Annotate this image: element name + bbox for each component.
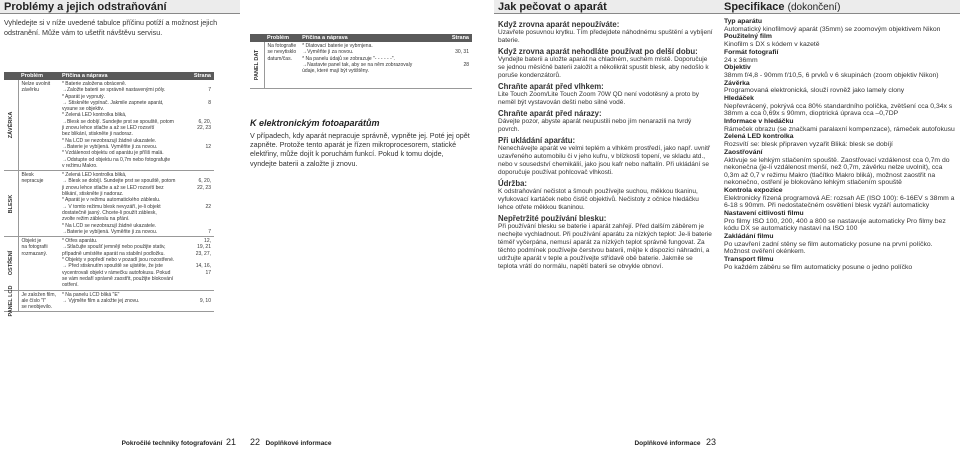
spec-term: Transport filmu xyxy=(724,255,774,263)
care-heading: Když zrovna aparát nepoužíváte: xyxy=(498,20,620,29)
spec-value: Po uzavření zadní stěny se film automaticky posune na první políčko. Možnost ověření okénkem. xyxy=(724,240,933,256)
table-row xyxy=(250,42,472,88)
cause-line: případně umístěte aparát na stabilní podložku. xyxy=(61,250,165,257)
care-section xyxy=(498,109,714,134)
table-row xyxy=(4,80,214,171)
problem-cell xyxy=(264,42,299,88)
cause-line: → Stiskněte vypínač. Jakmile zapnete aparát, xyxy=(61,99,164,106)
spec-value: Aktivuje se lehkým stlačením spouště. Zaostřovací vzdálenost cca 0,7m do nekonečna (je-li vzdálenost menší, než 0,7m, závěrku nelze uvolnit), cca 0,3m až 0,7 v režimu Makro (tlačítko Makro bliká), možnost zaostřit na nekonečno, ostření je blokováno lehkým stlačením spouště xyxy=(724,156,950,187)
cause-line: → Blesk se dobíjí. Sundejte prst se spouště, potom xyxy=(61,178,176,185)
cause-line: → V tomto režimu blesk nevyzáří, je-li objekt xyxy=(61,203,161,210)
spec-value: Nepřevrácený, pokrývá cca 80% standardního políčka, zvětšení cca 0,34x s 38mm a cca 0,69x s 90mm, dioptrická úprava cca –0,7DP xyxy=(724,102,953,118)
col-page: Strana xyxy=(191,72,214,80)
care-heading: Když zrovna aparát nehodláte používat po delší dobu: xyxy=(498,47,698,56)
problem-line: ale číslo "I" xyxy=(21,297,47,304)
table-row xyxy=(4,237,214,290)
section-label: PANEL LCD xyxy=(7,285,14,317)
cause-line: * Vzdálenost objektu od aparátu je příliš malá. xyxy=(61,150,164,157)
cause-line: * Otřes aparátu. xyxy=(61,238,98,245)
cause-line: →Blesk se dobíjí. Sundejte prst se spouště, potom xyxy=(61,118,174,125)
page-ref xyxy=(452,68,469,74)
problem-line: nepracuje xyxy=(21,178,44,185)
cause-line: * Aparát je vypnutý. xyxy=(61,93,106,100)
care-text: Dávejte pozor, abyste aparát neupustili nebo jím nenarazili na tvrdý povrch. xyxy=(498,118,692,133)
footer-text: Pokročilé techniky fotografování xyxy=(121,440,223,447)
table-row xyxy=(4,171,214,237)
section-label: PANEL DAT xyxy=(253,49,260,81)
spec-term: Nastavení citlivosti filmu xyxy=(724,209,804,217)
col-cause: Příčina a náprava xyxy=(299,34,449,42)
spec-value: Po každém záběru se film automaticky posune o jedno políčko xyxy=(724,263,913,271)
care-text: Nenechávejte aparát ve velmi teplém a vlhkém prostředí, jako např. uvnitř uzavřeného automobilu či v jeho kufru, v blízkosti topení, ve skladu atd., nebo v sousedství chemikálií, jako jsou kafr nebo naftalín. Při ukládání se doporučuje používat pohlcovač vlhkosti. xyxy=(498,145,711,176)
page-footer xyxy=(250,437,332,447)
col-problem: Problém xyxy=(264,34,299,42)
cause-line: * Objekty v popředí nebo v pozadí jsou rozostřené. xyxy=(61,257,175,264)
spec-term: Závěrka xyxy=(724,79,750,87)
page-title xyxy=(724,1,840,13)
page-header-bar xyxy=(0,0,240,14)
troubleshooting-table xyxy=(4,72,214,317)
cause-line: →Založte baterii se správně nastavenými póly. xyxy=(61,87,166,94)
section-heading: K elektronickým fotoaparátům xyxy=(250,118,380,128)
problem-cell xyxy=(18,237,59,290)
cause-cell xyxy=(59,290,191,312)
page-ref xyxy=(194,163,211,169)
spec-term: Objektiv xyxy=(724,64,751,72)
cause-line: se vám nedaří správně zaostřit, použijte blokování xyxy=(61,275,174,282)
page-ref-cell xyxy=(191,80,214,171)
spec-value: 38mm f/4,8 - 90mm f/10,5, 6 prvků v 6 skupinách (zoom objektiv Nikon) xyxy=(724,71,939,79)
cause-line: blikání, stiskněte ji nadoraz. xyxy=(61,191,124,198)
page-header-bar xyxy=(494,0,720,14)
troubleshooting-table-continued xyxy=(250,34,472,89)
care-heading: Chraňte aparát před vlhkem: xyxy=(498,82,604,91)
cause-line: → Vyjměte film a založte jej znovu. xyxy=(61,297,140,304)
page-ref xyxy=(194,282,211,288)
problem-line: na fotografii xyxy=(21,244,48,251)
spec-value: Rozsvítí se: blesk připraven vyzařit Bliká: blesk se dobíjí xyxy=(724,141,893,149)
care-section xyxy=(498,179,714,212)
page-ref: 19, 21 xyxy=(197,244,211,251)
section-label: OSTŘENÍ xyxy=(7,251,14,276)
cause-line: * Aparát je v režimu automatického zábleslu. xyxy=(61,197,161,204)
page-footer xyxy=(122,437,236,447)
section-body: V případech, kdy aparát nepracuje správně, vypněte jej. Poté jej opět zapněte. Protože tento aparát je řízen mikroprocesorem, statické elektřiny, může dojít k poruchám funkcí. Pokud k tomu dojde, vyndejte baterii a založte ji znovu. xyxy=(250,131,470,168)
cause-line: dostatečně jasný. Chcete-li použít záblesk, xyxy=(61,209,157,216)
care-heading: Údržba: xyxy=(498,179,528,188)
page-21 xyxy=(0,0,240,450)
cause-line: * Na LCD se nezobrazují žádné ukazatele. xyxy=(61,137,157,144)
page-title: Problémy a jejich odstraňování xyxy=(4,1,167,13)
cause-line: bez blikání, stiskněte ji nadoraz. xyxy=(61,131,133,138)
spec-list xyxy=(724,18,956,271)
col-problem: Problém xyxy=(18,72,59,80)
care-sections xyxy=(498,18,714,271)
page-ref: 6, 20, xyxy=(198,178,211,185)
spec-value: Pro filmy ISO 100, 200, 400 a 800 se nastavuje automaticky Pro filmy bez kódu DX se automaticky nastaví na ISO 100 xyxy=(724,217,946,233)
care-heading: Chraňte aparát před nárazy: xyxy=(498,109,602,118)
page-ref: 12, xyxy=(204,238,211,245)
cause-cell xyxy=(59,80,191,171)
spec-term: Hledáček xyxy=(724,94,754,102)
page-ref: 14, 16, xyxy=(195,263,211,270)
spec-value: 24 x 36mm xyxy=(724,56,758,64)
page-23 xyxy=(480,0,720,450)
footer-text: Doplňkové informace xyxy=(265,440,332,447)
cause-line: ostření. xyxy=(61,282,79,289)
cause-cell xyxy=(59,171,191,237)
spec-value: Rámeček obrazu (se značkami paralaxní kompenzace), rámeček autofokusu xyxy=(724,125,955,133)
care-section xyxy=(498,20,714,45)
page-number: 22 xyxy=(250,437,261,447)
cause-line: údaje, které mají být vytištěny. xyxy=(302,68,370,75)
spec-term: Zelená LED kontrolka xyxy=(724,133,794,141)
spec-term: Použitelný film xyxy=(724,33,772,41)
section-label: ZÁVĚRKA xyxy=(7,111,14,139)
page-ref: 8 xyxy=(208,99,211,106)
page-ref-cell xyxy=(191,237,214,290)
cause-cell xyxy=(299,42,449,88)
care-text: Lite Touch Zoom/Lite Touch Zoom 70W QD není vodotěsný a proto by neměl být vystavován dešti nebo silné vodě. xyxy=(498,91,700,106)
problem-cell xyxy=(18,80,59,171)
page-header-bar xyxy=(720,0,960,14)
spec-value: Elektronicky řízená programová AE: rozsah AE (ISO 100): 6-16EV s 38mm a 6-18 s 90mm. Při nedostatečném osvětlení blesk vyzáří automaticky xyxy=(724,194,955,210)
care-section xyxy=(498,82,714,107)
problem-cell xyxy=(18,290,59,312)
care-section xyxy=(498,136,714,177)
cause-line: vysune se objektiv. xyxy=(61,106,104,113)
cause-line: * Na panelu údajů se zobrazuje "- - - - - -". xyxy=(302,55,395,62)
table-row xyxy=(4,290,214,312)
page-ref: 7 xyxy=(208,87,211,94)
page-ref: 22, 23 xyxy=(197,125,211,132)
section-label: BLESK xyxy=(7,194,14,213)
title-suffix: (dokončení) xyxy=(787,2,841,13)
electronic-camera-note xyxy=(250,118,472,168)
page-24 xyxy=(720,0,960,450)
problem-line: Nelze uvolnit xyxy=(21,81,51,87)
problem-line: závěrku xyxy=(21,87,40,94)
cause-line: →Stlačujte spoušť jemnějí nebo použijte stativ, xyxy=(61,244,166,251)
page-title: Jak pečovat o aparát xyxy=(498,1,607,13)
spec-term: Kontrola expozice xyxy=(724,186,783,194)
spec-term: Typ aparátu xyxy=(724,18,763,25)
spec-value: Automatický kinofilmový aparát (35mm) se zoomovým objektivem Nikon xyxy=(724,25,941,33)
spec-value: Kinofilm s DX s kódem v kazetě xyxy=(724,41,820,49)
page-ref: 30, 31 xyxy=(455,49,469,56)
cause-line: * Baterie založena obráceně. xyxy=(61,81,127,87)
page-ref: 22 xyxy=(205,203,211,210)
col-page: Strana xyxy=(449,34,472,42)
page-ref: 28 xyxy=(463,61,469,68)
page-ref: 6, 20, xyxy=(198,118,211,125)
care-text: Uzavřete posuvnou krytku. Tím předejdete náhodnému spuštění a vybíjení baterie. xyxy=(498,29,713,44)
intro-text: Vyhledejte si v níže uvedené tabulce příčinu potíží a možnost jejich odstranění. Může vám to ušetřit návštěvu servisu. xyxy=(4,18,218,37)
care-heading: Nepřetržité používání blesku: xyxy=(498,214,607,223)
footer-text: Doplňkové informace xyxy=(634,440,701,447)
problem-line: Na fotografie xyxy=(267,43,297,49)
page-ref: 9, 10 xyxy=(199,297,211,304)
problem-line: datum/čas. xyxy=(267,55,292,62)
cause-line: →Vyměňte ji za novou. xyxy=(302,49,354,56)
problem-line: Je založen film, xyxy=(21,291,56,298)
cause-line: →Baterie je vybíjená. Vyměňte ji za novou. xyxy=(61,228,158,235)
spec-term: Formát fotografií xyxy=(724,48,779,56)
cause-line: zvolte režim zábleslu na přání. xyxy=(61,216,130,223)
problem-line: rozmazaný. xyxy=(21,250,48,257)
care-text: Vyndejte baterii a uložte aparát na chladném, suchém místě. Doporučuje se jednou měsíčně baterii založit a několikrát spustit blesk, aby nedošlo k poruše kondenzátorů. xyxy=(498,56,709,79)
page-ref: 22, 23 xyxy=(197,184,211,191)
page-number: 21 xyxy=(225,437,236,447)
cause-line: v režimu Makro. xyxy=(61,162,98,169)
page-ref-cell xyxy=(191,171,214,237)
care-section xyxy=(498,214,714,271)
page-ref: 17 xyxy=(205,269,211,276)
care-section xyxy=(498,47,714,80)
page-ref: 7 xyxy=(208,228,211,235)
cause-line: * Dlatovací baterie je vybrnjena. xyxy=(302,43,373,49)
page-footer xyxy=(634,437,716,447)
spec-term: Zaostřování xyxy=(724,148,763,156)
title-main: Specifikace xyxy=(724,1,785,13)
cause-line: vycentrovali objekt v rámečku autofokusu. Pokud xyxy=(61,269,171,276)
care-text: K odstraňování nečistot a šmouh používejte suchou, měkkou tkaninu, vyfukovací kartáček nebo čistič objektivů. Nečistoty z očnice hledáčku lehce otřete měkkou tkaninou. xyxy=(498,188,699,211)
page-number: 23 xyxy=(705,437,716,447)
col-cause: Příčina a náprava xyxy=(59,72,191,80)
page-ref-cell xyxy=(449,42,472,88)
care-text: Při používání blesku se baterie i aparát zahřejí. Před dalším záběrem je nechejte vychladnout. Při používání aparátu za nízkých teplot: Je-li baterie téměř vyčerpána, nemusí aparát za nízkých teplot správně fungovat. Za těchto podmínek používejte čerstvou baterii, mějte k dispozici náhradní, a udržujte aparát v teple a používejte střídavě obě baterie. Jakmile se teplota vrátí do normálu, napětí baterii se obvykle obnoví. xyxy=(498,223,712,270)
problem-line: se nevytisklo xyxy=(267,49,297,56)
cause-line: →Nastavte panel tak, aby se na něm zobrazovaly xyxy=(302,61,413,68)
cause-line: →Odstupte od objektu na 0,7m nebo fotografujte xyxy=(61,156,171,163)
page-22 xyxy=(240,0,480,450)
cause-line: * Zelená LED kontrolka bliká, xyxy=(61,112,127,119)
spec-term: Zakládání filmu xyxy=(724,232,774,240)
page-ref: 12 xyxy=(205,143,211,150)
spec-term: Informace v hledáčku xyxy=(724,117,794,125)
problem-cell xyxy=(18,171,59,237)
cause-line: * Na panelu LCD bliká "E" xyxy=(61,291,120,298)
cause-line: → Před stisknutím spouště se ujistěte, že jste xyxy=(61,263,163,270)
cause-cell xyxy=(59,237,191,290)
problem-line: Blesk xyxy=(21,172,34,179)
care-heading: Při ukládání aparátu: xyxy=(498,136,576,145)
cause-line: →Baterie je vybíjená. Vyměňte ji za novou. xyxy=(61,143,158,150)
cause-line: * Na LCD se nezobrazují žádné ukazatele. xyxy=(61,222,157,229)
cause-line: ji znovu lehce stlačte a až se LED rozsvítí bez xyxy=(61,184,164,191)
problem-line: Objekt je xyxy=(21,238,42,245)
page-ref-cell xyxy=(191,290,214,312)
spec-value: Programovaná elektronická, slouží rovněž jako lamely clony xyxy=(724,87,905,95)
cause-line: ji znovu lehce stlačte a až se LED rozsvítí xyxy=(61,125,155,132)
cause-line: * Zelená LED kontrolka bliká, xyxy=(61,172,127,179)
problem-line: se neobjevilo. xyxy=(21,304,53,311)
page-ref: 23, 27, xyxy=(195,250,211,257)
